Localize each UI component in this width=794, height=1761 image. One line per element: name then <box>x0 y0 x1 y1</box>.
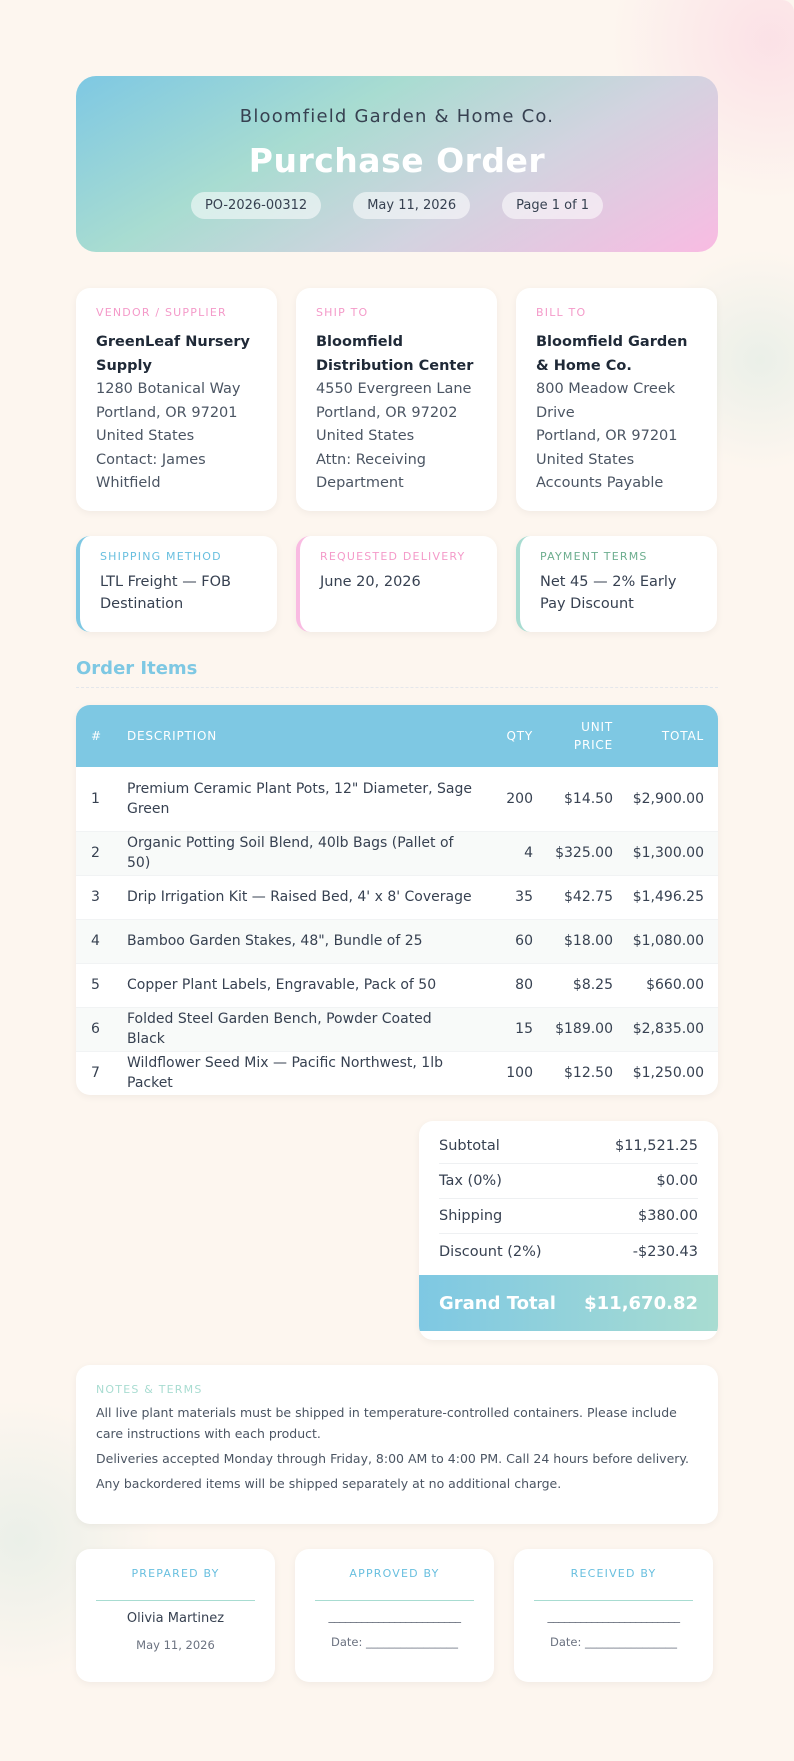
column-header-total: TOTAL <box>661 729 704 743</box>
note-line: Deliveries accepted Monday through Friday, 8:00 AM to 4:00 PM. Call 24 hours before delivery. <box>96 1451 689 1466</box>
subtotal-row <box>439 1129 698 1164</box>
order-items-title: Order Items <box>76 658 718 688</box>
item-description: Wildflower Seed Mix — Pacific Northwest, 1lb Packet <box>127 1055 443 1092</box>
prepared-by-name: Olivia Martinez <box>126 1611 225 1626</box>
note-line: Any backordered items will be shipped separately at no additional charge. <box>96 1476 562 1491</box>
item-quantity: 4 <box>524 845 533 861</box>
item-total: $2,900.00 <box>632 790 704 807</box>
totals-card <box>419 1121 718 1340</box>
item-number: 1 <box>91 790 100 807</box>
payment-terms-card <box>516 536 717 632</box>
subtotal-value: $11,521.25 <box>614 1138 698 1154</box>
vendor-address-line: Portland, OR 97201 <box>96 404 238 421</box>
grand-total-row <box>419 1275 718 1331</box>
item-description: Folded Steel Garden Bench, Powder Coated Black <box>127 1011 432 1047</box>
ship-to-address-line: Portland, OR 97202 <box>316 404 458 421</box>
signature-line <box>96 1600 255 1601</box>
item-total: $660.00 <box>646 977 704 993</box>
signature-line <box>315 1600 474 1601</box>
item-unit-price: $14.50 <box>564 790 613 807</box>
totals-rows <box>419 1121 718 1269</box>
payment-terms-label: PAYMENT TERMS <box>540 550 648 563</box>
vendor-address-line: 1280 Botanical Way <box>96 381 241 397</box>
ship-to-attention: Attn: Receiving Department <box>316 451 426 491</box>
page-chip: Page 1 of 1 <box>502 192 603 219</box>
table-row <box>76 767 718 831</box>
item-total: $1,250.00 <box>632 1065 704 1082</box>
bill-to-address-line: 800 Meadow Creek Drive <box>536 381 676 421</box>
prepared-by-date: May 11, 2026 <box>136 1638 215 1652</box>
requested-delivery-label: REQUESTED DELIVERY <box>320 550 466 563</box>
item-number: 3 <box>91 889 100 905</box>
item-number: 2 <box>91 845 100 861</box>
item-description: Organic Potting Soil Blend, 40lb Bags (Pallet of 50) <box>127 835 454 871</box>
bill-to-name: Bloomfield Garden & Home Co. <box>536 334 688 374</box>
purchase-order-document <box>76 76 718 1682</box>
header-chips <box>76 192 718 219</box>
item-quantity: 15 <box>515 1021 533 1037</box>
item-description: Premium Ceramic Plant Pots, 12" Diameter, Sage Green <box>127 780 472 817</box>
date-chip: May 11, 2026 <box>353 192 470 219</box>
approved-by-label: APPROVED BY <box>349 1567 440 1580</box>
item-total: $1,496.25 <box>632 889 704 905</box>
vendor-contact: Contact: James Whitfield <box>96 451 206 491</box>
table-row <box>76 831 718 875</box>
shipping-method-value: LTL Freight — FOB Destination <box>100 574 232 612</box>
shipping-value: $380.00 <box>638 1208 698 1224</box>
bill-to-card <box>516 288 717 511</box>
shipping-row <box>439 1199 698 1234</box>
grand-total-value: $11,670.82 <box>584 1292 698 1314</box>
item-unit-price: $18.00 <box>564 933 613 949</box>
item-description: Bamboo Garden Stakes, 48", Bundle of 25 <box>127 933 423 949</box>
item-quantity: 200 <box>506 790 533 807</box>
approved-by-signature-blank: ________________________ <box>328 1609 461 1623</box>
vendor-name: GreenLeaf Nursery Supply <box>96 334 250 374</box>
tax-label: Tax (0%) <box>439 1173 502 1189</box>
address-cards <box>76 288 718 511</box>
order-items-table-card <box>76 705 718 1095</box>
ship-to-card <box>296 288 497 511</box>
requested-delivery-card <box>296 536 497 632</box>
notes-label: NOTES & TERMS <box>96 1383 203 1396</box>
ship-to-address-line: 4550 Evergreen Lane <box>316 381 472 397</box>
signature-blocks <box>76 1549 718 1682</box>
item-total: $1,080.00 <box>632 933 704 949</box>
bill-to-address-line: Portland, OR 97201 <box>536 428 678 444</box>
discount-value: -$230.43 <box>632 1243 698 1260</box>
item-unit-price: $325.00 <box>555 845 613 861</box>
item-unit-price: $42.75 <box>564 889 613 905</box>
item-quantity: 60 <box>515 933 533 949</box>
received-by-signature-blank: ________________________ <box>547 1609 680 1623</box>
shipping-method-label: SHIPPING METHOD <box>100 550 222 563</box>
shipping-label: Shipping <box>439 1208 503 1224</box>
item-unit-price: $12.50 <box>564 1065 613 1082</box>
item-number: 7 <box>91 1065 100 1082</box>
table-row <box>76 919 718 963</box>
vendor-label: VENDOR / SUPPLIER <box>96 306 227 319</box>
item-quantity: 35 <box>515 889 533 905</box>
ship-to-address-line: United States <box>316 428 415 444</box>
payment-terms-value: Net 45 — 2% Early Pay Discount <box>540 574 677 612</box>
table-row <box>76 963 718 1007</box>
requested-delivery-value: June 20, 2026 <box>320 574 421 590</box>
column-header-unit-price: UNIT PRICE <box>573 720 613 752</box>
shipping-method-card <box>76 536 277 632</box>
tax-row <box>439 1164 698 1199</box>
order-items-table <box>76 705 718 1095</box>
item-unit-price: $189.00 <box>555 1021 613 1037</box>
po-header <box>76 76 718 252</box>
item-description: Copper Plant Labels, Engravable, Pack of 50 <box>127 977 437 993</box>
approved-by-block <box>295 1549 494 1682</box>
table-header-row <box>76 705 718 767</box>
tax-value: $0.00 <box>656 1173 698 1189</box>
received-by-block <box>514 1549 713 1682</box>
item-number: 6 <box>91 1021 100 1037</box>
po-number-chip: PO-2026-00312 <box>191 192 321 219</box>
prepared-by-block <box>76 1549 275 1682</box>
item-total: $2,835.00 <box>632 1021 704 1037</box>
item-unit-price: $8.25 <box>572 977 613 993</box>
order-info-cards <box>76 536 718 632</box>
column-header-quantity: QTY <box>506 729 533 743</box>
ship-to-name: Bloomfield Distribution Center <box>316 334 474 374</box>
discount-row <box>439 1234 698 1269</box>
vendor-address-line: United States <box>96 428 195 444</box>
bill-to-label: BILL TO <box>536 306 587 319</box>
bill-to-address-line: United States <box>536 451 635 468</box>
item-description: Drip Irrigation Kit — Raised Bed, 4' x 8' Coverage <box>127 889 472 905</box>
discount-label: Discount (2%) <box>439 1243 542 1260</box>
subtotal-label: Subtotal <box>439 1138 500 1154</box>
column-header-number: # <box>91 729 102 743</box>
note-line: All live plant materials must be shipped in temperature-controlled containers. Please include care instructions with each product. <box>96 1405 677 1441</box>
approved-by-date: Date: ________________ <box>330 1635 459 1649</box>
vendor-card <box>76 288 277 511</box>
received-by-label: RECEIVED BY <box>570 1567 657 1580</box>
table-row <box>76 1007 718 1051</box>
signature-line <box>534 1600 693 1601</box>
ship-to-label: SHIP TO <box>316 306 369 319</box>
grand-total-label: Grand Total <box>439 1292 556 1314</box>
item-number: 5 <box>91 977 100 993</box>
item-total: $1,300.00 <box>632 845 704 861</box>
item-quantity: 100 <box>506 1065 533 1082</box>
table-row <box>76 1051 718 1095</box>
bill-to-department: Accounts Payable <box>536 475 664 491</box>
item-number: 4 <box>91 933 100 949</box>
notes-card <box>76 1365 718 1524</box>
column-header-description: DESCRIPTION <box>127 729 218 743</box>
company-name: Bloomfield Garden & Home Co. <box>239 106 555 127</box>
prepared-by-label: PREPARED BY <box>131 1567 220 1580</box>
document-title: Purchase Order <box>248 141 546 180</box>
totals-section <box>76 1121 718 1340</box>
table-row <box>76 875 718 919</box>
received-by-date: Date: ________________ <box>549 1635 678 1649</box>
item-quantity: 80 <box>515 977 533 993</box>
